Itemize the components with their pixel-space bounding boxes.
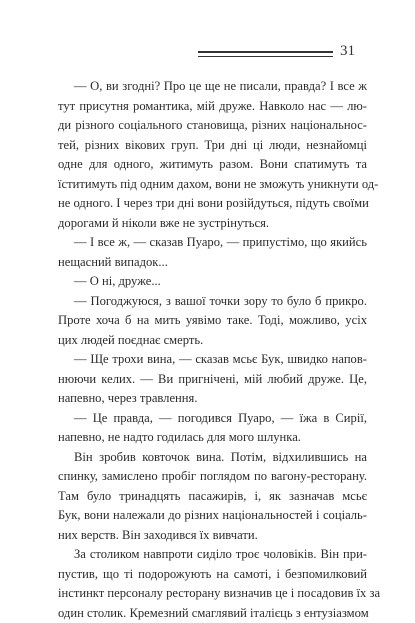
text-line: тут присутня романтика, мій друже. Навколо нас — лю- bbox=[58, 97, 367, 117]
text-line: напевно, через травлення. bbox=[58, 389, 367, 409]
text-line: не одного. І через три дні вони розійдуться, підуть своїми bbox=[58, 194, 367, 214]
header-rule-thick bbox=[198, 51, 333, 53]
text-line: — О ні, друже... bbox=[58, 272, 367, 292]
text-line: них верств. Він заходився їх вивчати. bbox=[58, 526, 367, 546]
text-line: нюючи келих. — Ви пригнічені, мій любий друже. Це, bbox=[58, 370, 367, 390]
text-line: Проте хоча б на мить уявімо таке. Тоді, можливо, усіх bbox=[58, 311, 367, 331]
text-line: спинку, замислено пробіг поглядом по вагону-ресторану. bbox=[58, 467, 367, 487]
page-number: 31 bbox=[340, 42, 355, 60]
text-line: тей, різних вікових груп. Три дні ці люди, незнайомці bbox=[58, 136, 367, 156]
text-line: Бук, вони належали до різних національностей і соціаль- bbox=[58, 506, 367, 526]
body-text bbox=[58, 77, 367, 623]
text-line: цих людей поєднає смерть. bbox=[58, 331, 367, 351]
text-line: ди різного соціального становища, різних національнос- bbox=[58, 116, 367, 136]
text-line: дорогами й ніколи вже не зустрінуться. bbox=[58, 214, 367, 234]
text-line: один столик. Кремезний смаглявий італієць з ентузіазмом bbox=[58, 604, 367, 623]
page-header bbox=[0, 0, 415, 70]
text-line: напевно, не надто годилась для мого шлунка. bbox=[58, 428, 367, 448]
header-rule-thin bbox=[198, 56, 333, 57]
text-line: інстинкт персоналу ресторану визначив це і посадовив їх за bbox=[58, 584, 367, 604]
text-line: — Погоджуюся, з вашої точки зору то було б прикро. bbox=[58, 292, 367, 312]
text-line: одне для одного, житимуть разом. Вони спатимуть та bbox=[58, 155, 367, 175]
text-line: — Ще трохи вина, — сказав мсьє Бук, швидко напов- bbox=[58, 350, 367, 370]
text-line: — Це правда, — погодився Пуаро, — їжа в Сирії, bbox=[58, 409, 367, 429]
text-line: — І все ж, — сказав Пуаро, — припустімо, що якийсь bbox=[58, 233, 367, 253]
text-line: Там було тринадцять пасажирів, і, як зазначав мсьє bbox=[58, 487, 367, 507]
text-line: За столиком навпроти сиділо троє чоловіків. Він при- bbox=[58, 545, 367, 565]
text-line: нещасний випадок... bbox=[58, 253, 367, 273]
text-line: Він зробив ковточок вина. Потім, відхилившись на bbox=[58, 448, 367, 468]
text-line: пустив, що ті подорожують на самоті, і безпомилковий bbox=[58, 565, 367, 585]
text-line: їститимуть під одним дахом, вони не зможуть уникнути од- bbox=[58, 175, 367, 195]
text-line: — О, ви згодні? Про це ще не писали, правда? І все ж bbox=[58, 77, 367, 97]
